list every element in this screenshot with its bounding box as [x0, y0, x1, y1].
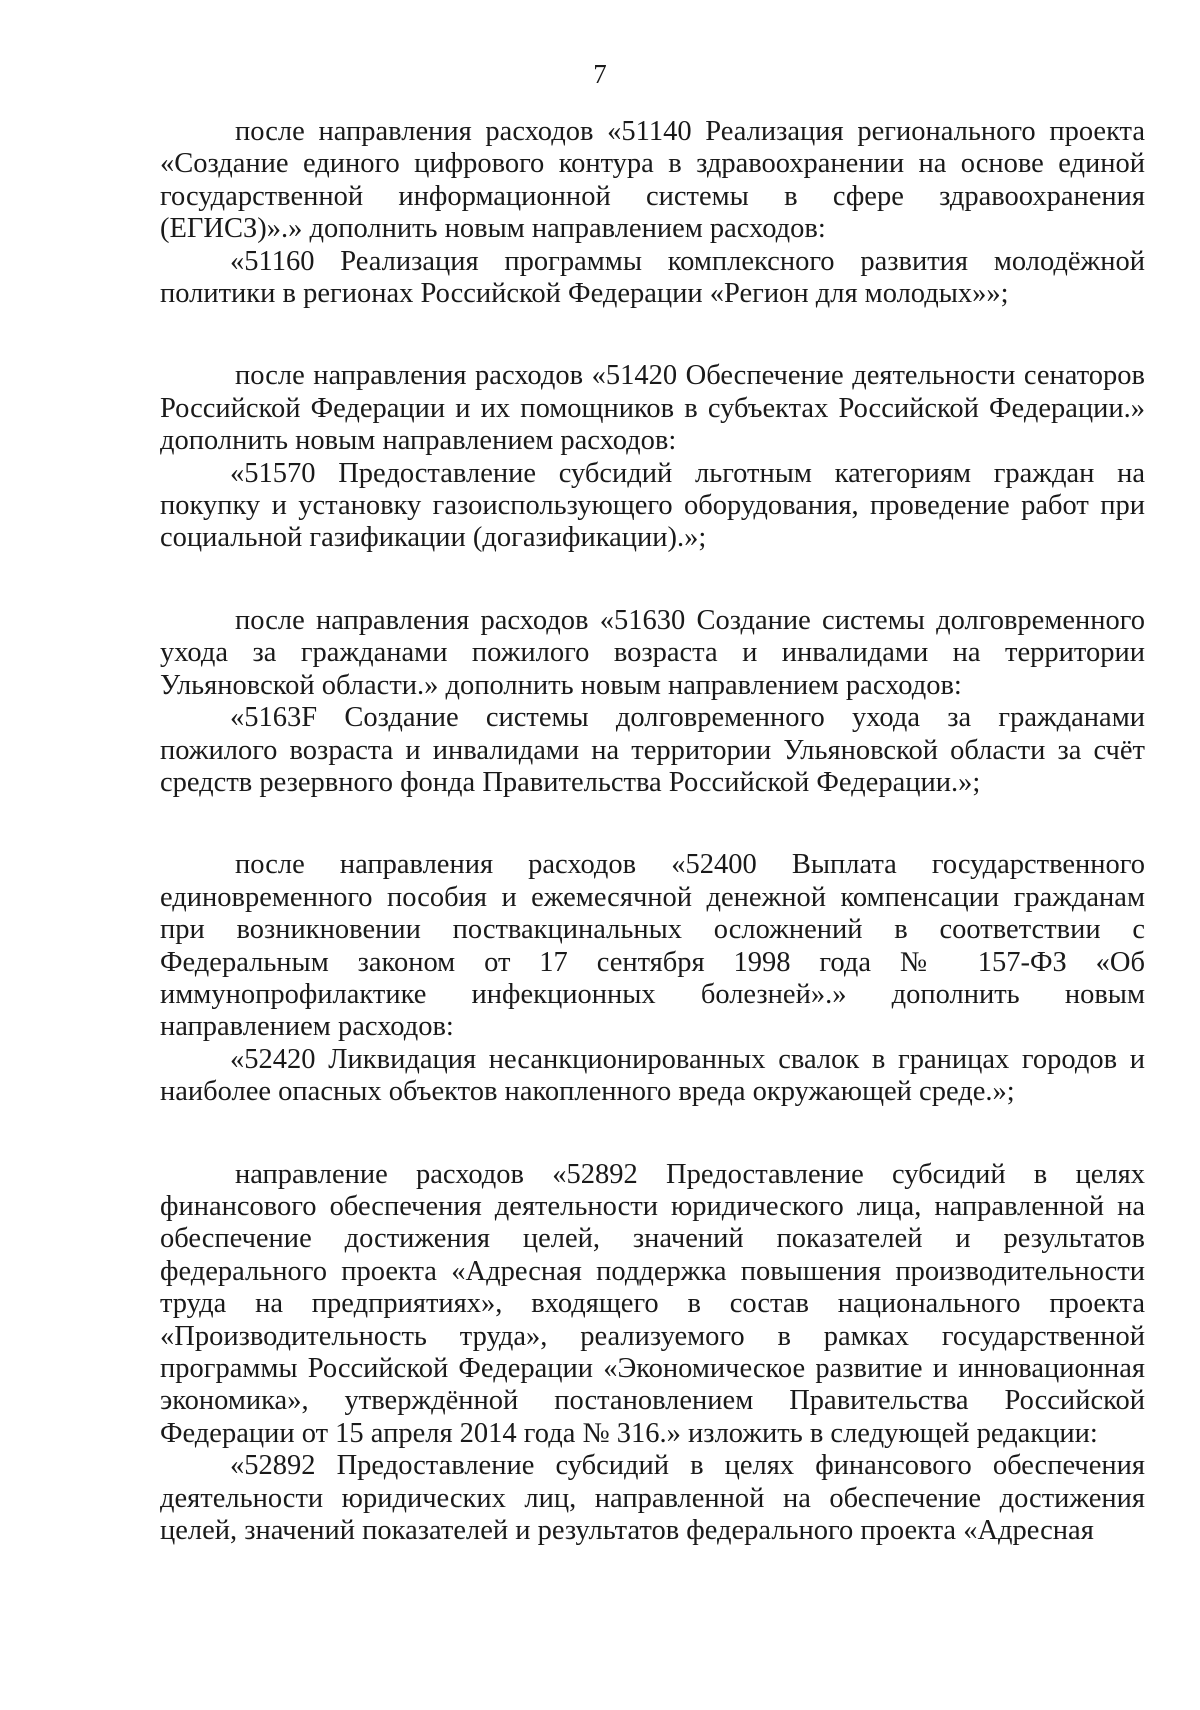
paragraph-51420-intro: после направления расходов «51420 Обеспечение деятельности сенаторов Российской Федерации и их помощников в субъектах Российской Федерации.» дополнить новым направлением расходов:	[160, 360, 1145, 457]
page-number: 7	[593, 59, 607, 89]
paragraph-52892-intro: направление расходов «52892 Предоставление субсидий в целях финансового обеспечения деятельности юридического лица, направленной на обеспечение достижения целей, значений показателей и результатов федерального проекта «Адресная поддержка повышения производительности труда на предприятиях», входящего в состав национального проекта «Производительность труда», реализуемого в рамках государственной программы Российской Федерации «Экономическое развитие и инновационная экономика», утверждённой постановлением Правительства Российской Федерации от 15 апреля 2014 года № 316.» изложить в следующей редакции:	[160, 1158, 1145, 1449]
document-body	[160, 116, 1145, 1547]
paragraph-52420-insert: «52420 Ликвидация несанкционированных свалок в границах городов и наиболее опасных объектов накопленного вреда окружающей среде.»;	[160, 1043, 1145, 1108]
section-gap	[160, 310, 1145, 360]
paragraph-52400-intro: после направления расходов «52400 Выплата государственного единовременного пособия и ежемесячной денежной компенсации гражданам при возникновении поствакцинальных осложнений в соответствии с Федеральным законом от 17 сентября 1998 года № 157-ФЗ «Об иммунопрофилактике инфекционных болезней».» дополнить новым направлением расходов:	[160, 849, 1145, 1043]
paragraph-51630-intro: после направления расходов «51630 Создание системы долговременного ухода за гражданами пожилого возраста и инвалидами на территории Ульяновской области.» дополнить новым направлением расходов:	[160, 604, 1145, 701]
paragraph-5163f-insert: «5163F Создание системы долговременного ухода за гражданами пожилого возраста и инвалидами на территории Ульяновской области за счёт средств резервного фонда Правительства Российской Федерации.»;	[160, 702, 1145, 798]
paragraph-51160-insert: «51160 Реализация программы комплексного развития молодёжной политики в регионах Российской Федерации «Регион для молодых»»;	[160, 245, 1145, 310]
paragraph-51570-insert: «51570 Предоставление субсидий льготным категориям граждан на покупку и установку газоиспользующего оборудования, проведение работ при социальной газификации (догазификации).»;	[160, 457, 1145, 554]
paragraph-52892-new-text: «52892 Предоставление субсидий в целях финансового обеспечения деятельности юридических лиц, направленной на обеспечение достижения целей, значений показателей и результатов федерального проекта «Адресная	[160, 1450, 1145, 1547]
paragraph-51140-intro: после направления расходов «51140 Реализация регионального проекта «Создание единого цифрового контура в здравоохранении на основе единой государственной информационной системы в сфере здравоохранения (ЕГИСЗ)».» дополнить новым направлением расходов:	[160, 116, 1145, 245]
section-gap	[160, 555, 1145, 605]
section-gap	[160, 1109, 1145, 1159]
section-gap	[160, 799, 1145, 849]
